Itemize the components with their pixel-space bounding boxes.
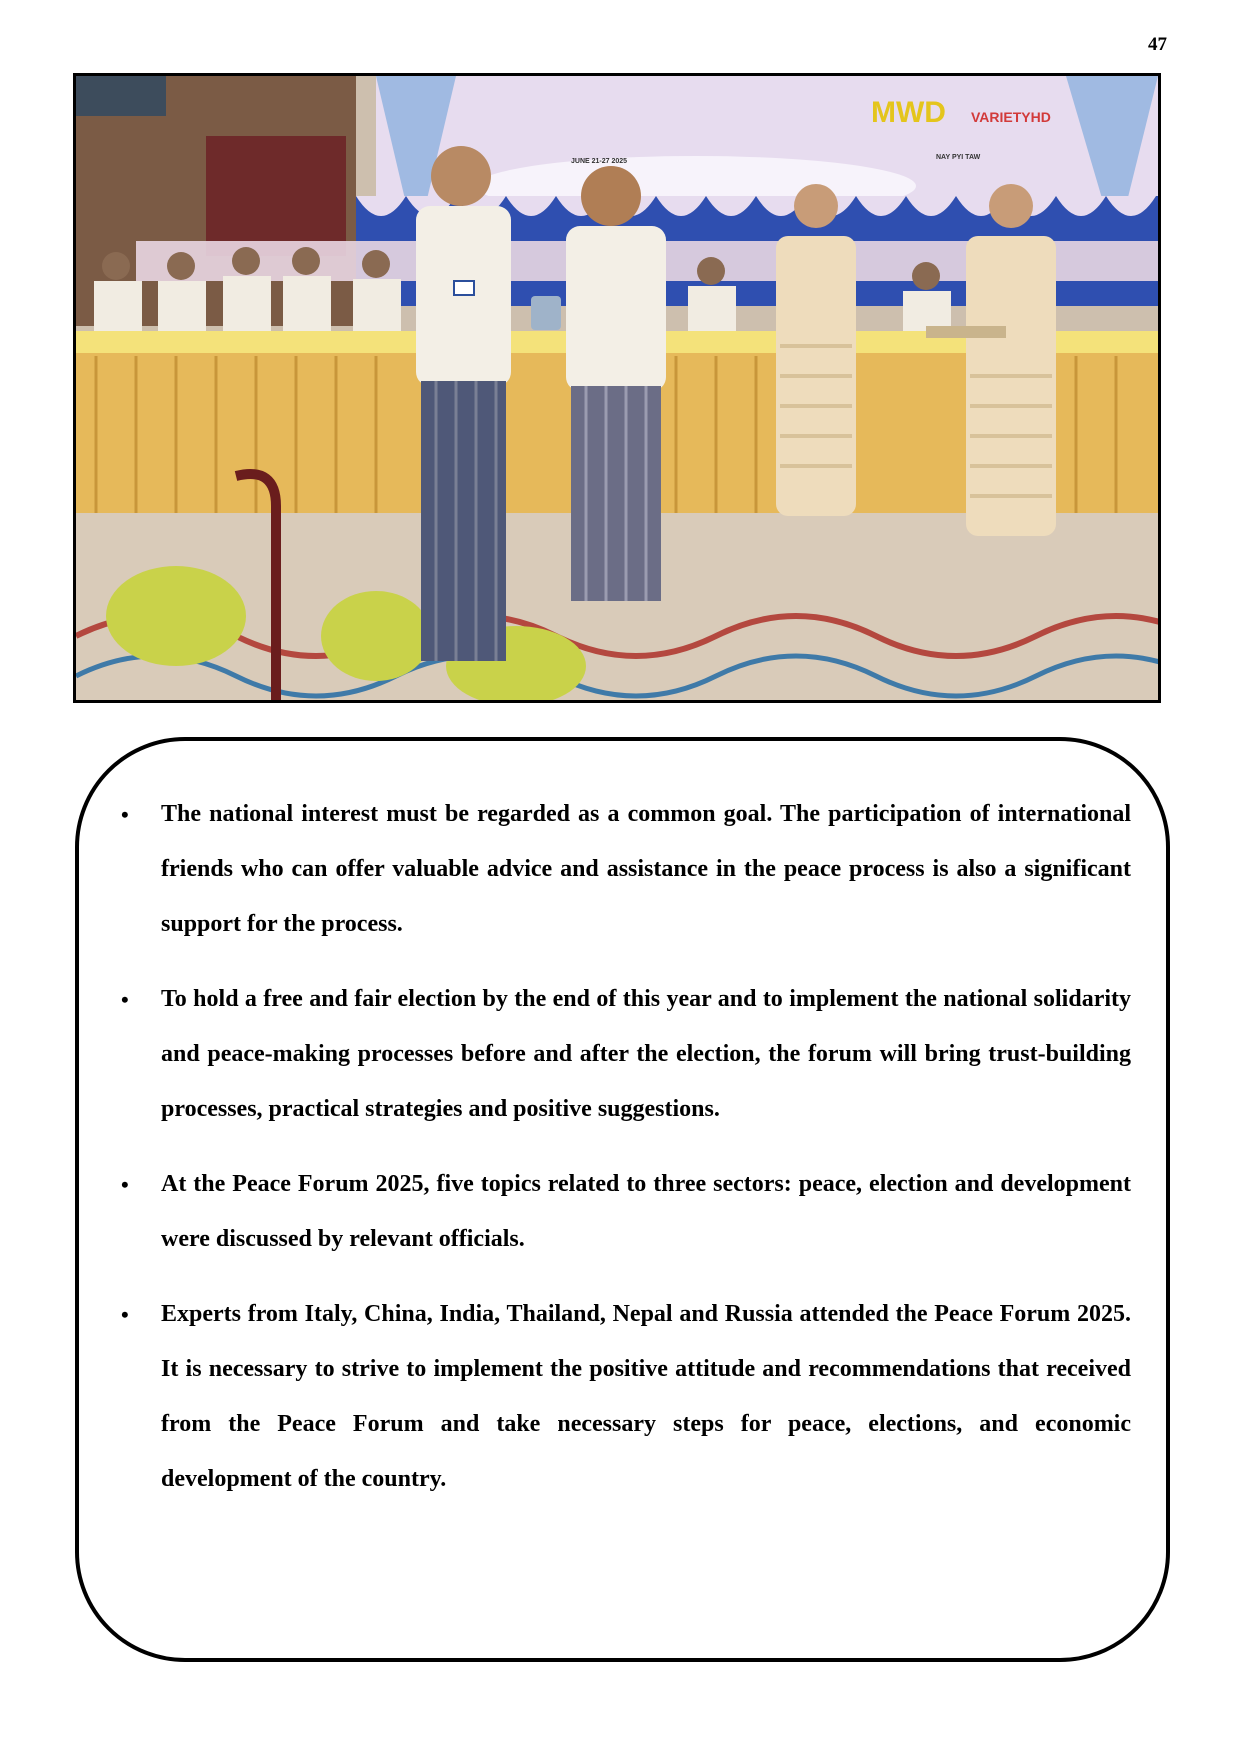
page-number: 47 — [1148, 34, 1167, 55]
highlights-list — [121, 787, 1131, 1527]
presenter — [416, 146, 511, 661]
bullet-icon: • — [121, 802, 129, 827]
channel-logo-suffix: VARIETYHD — [971, 109, 1051, 125]
banner-location: NAY PYI TAW — [936, 154, 981, 161]
screen — [76, 76, 166, 116]
bullet-icon: • — [121, 1302, 129, 1327]
list-item-text: Experts from Italy, China, India, Thailand, Nepal and Russia attended the Peace Forum 2025. It is necessary to strive to implement the positive attitude and recommendations that received from the Peace Forum and take necessary steps for peace, elections, and economic development of the country. — [161, 1301, 1131, 1492]
award-plaque — [531, 296, 561, 330]
list-item-text: To hold a free and fair election by the end of this year and to implement the national solidarity and peace-making processes before and after the election, the forum will bring trust-building processes, practical strategies and positive suggestions. — [161, 986, 1131, 1122]
list-item — [121, 972, 1131, 1137]
list-item-text: The national interest must be regarded as a common goal. The participation of international friends who can offer valuable advice and assistance in the peace process is also a significant support for the process. — [161, 801, 1131, 937]
list-item — [121, 1157, 1131, 1267]
list-item — [121, 1287, 1131, 1507]
ceremony-photo — [73, 73, 1161, 703]
doorway-curtain — [206, 136, 346, 256]
recipient — [566, 166, 666, 601]
banner-date: JUNE 21-27 2025 — [571, 158, 628, 165]
list-item — [121, 787, 1131, 952]
list-item-text: At the Peace Forum 2025, five topics related to three sectors: peace, election and development were discussed by relevant officials. — [161, 1171, 1131, 1252]
channel-logo-mark: MWD — [871, 96, 946, 129]
forum-highlights-box — [75, 737, 1170, 1662]
ceremony-photo-illustration — [76, 76, 1158, 700]
bullet-icon: • — [121, 1172, 129, 1197]
bullet-icon: • — [121, 987, 129, 1012]
